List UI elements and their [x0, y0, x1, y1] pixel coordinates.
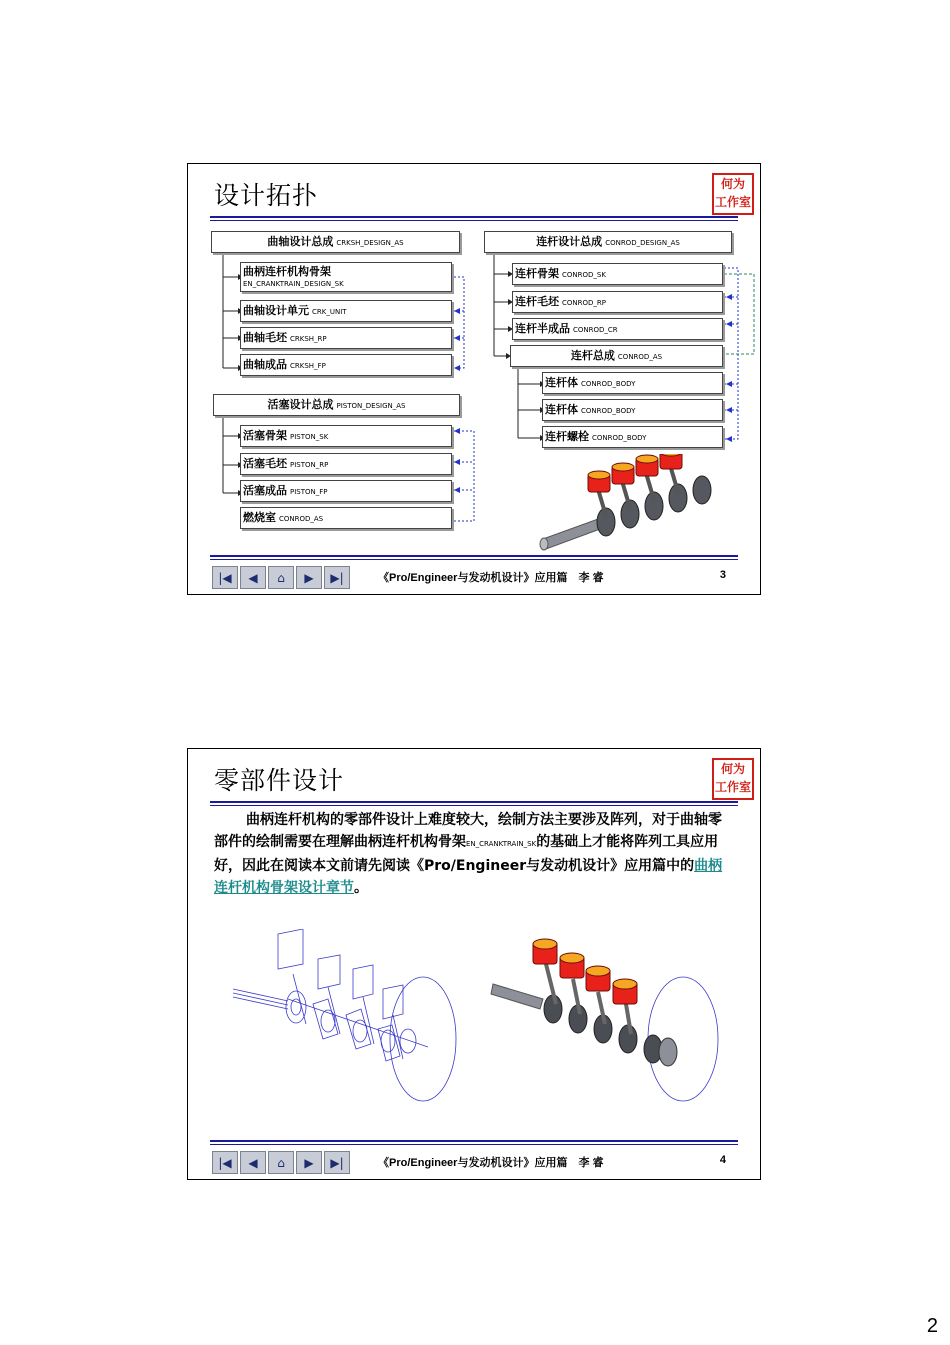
item-code: CONROD_SK — [562, 271, 606, 279]
crank-item-blank[interactable] — [240, 327, 452, 349]
item-name: 连杆体 — [545, 376, 578, 389]
item-code: PISTON_FP — [290, 488, 328, 496]
conrod-sub-item-bolt[interactable] — [542, 426, 723, 448]
conrod-item-blank[interactable] — [512, 291, 723, 313]
prev-icon[interactable]: ◀ — [240, 1151, 266, 1174]
item-name: 连杆螺栓 — [545, 430, 589, 443]
first-icon[interactable]: |◀ — [212, 1151, 238, 1174]
page-number: 4 — [719, 1154, 726, 1166]
slide-nav-bar — [212, 566, 350, 589]
para-code: EN_CRANKTRAIN_SK — [466, 840, 537, 848]
conrod-sub-item-body[interactable] — [542, 372, 723, 394]
header-code: CRKSH_DESIGN_AS — [336, 239, 404, 247]
item-name: 活塞毛坯 — [243, 457, 287, 470]
crank-design-assembly-header[interactable] — [211, 231, 460, 253]
conrod-sub-item-body-2[interactable] — [542, 399, 723, 421]
item-name: 连杆体 — [545, 403, 578, 416]
item-code: CONROD_BODY — [581, 407, 636, 415]
page-number: 3 — [719, 569, 726, 581]
piston-item-finished[interactable] — [240, 480, 452, 502]
para-text-1: 曲柄连杆机构的零部件设计上难度较大，绘制方法主要涉及阵列，对于曲轴零部件的绘制需要在理解曲柄连杆机构骨架 — [214, 812, 722, 850]
item-code: CONROD_RP — [562, 299, 606, 307]
header-name: 活塞设计总成 — [267, 398, 334, 411]
next-icon[interactable]: ▶ — [296, 566, 322, 589]
slide-title: 零部件设计 — [214, 766, 345, 795]
item-code: EN_CRANKTRAIN_DESIGN_SK — [243, 280, 344, 288]
crank-item-unit[interactable] — [240, 300, 452, 322]
header-code: PISTON_DESIGN_AS — [336, 402, 406, 410]
crank-item-skeleton[interactable] — [240, 262, 452, 292]
item-code: PISTON_RP — [290, 461, 329, 469]
item-name: 连杆半成品 — [515, 322, 570, 335]
conrod-assembly-header[interactable] — [510, 345, 723, 367]
item-name: 曲柄连杆机构骨架 — [243, 265, 331, 278]
next-icon[interactable]: ▶ — [296, 1151, 322, 1174]
header-name: 连杆总成 — [570, 349, 615, 362]
title-divider — [210, 801, 738, 806]
slide-nav-bar — [212, 1151, 350, 1174]
footer-credit: 《Pro/Engineer与发动机设计》应用篇 李 睿 — [378, 1157, 604, 1169]
stamp-line-top: 何为 — [720, 762, 745, 776]
item-name: 连杆毛坯 — [515, 295, 559, 308]
header-name: 曲轴设计总成 — [267, 235, 334, 248]
item-name: 连杆骨架 — [515, 267, 559, 280]
skeleton-chapter-link[interactable]: 曲柄连杆机构骨架设计章节 — [214, 858, 723, 896]
item-code: CRK_UNIT — [312, 308, 347, 316]
footer-credit: 《Pro/Engineer与发动机设计》应用篇 李 睿 — [378, 572, 604, 584]
item-name: 活塞骨架 — [243, 429, 287, 442]
slide-design-topology — [187, 163, 761, 595]
item-code: CONROD_BODY — [581, 380, 636, 388]
item-name: 燃烧室 — [243, 511, 276, 524]
crank-item-finished[interactable] — [240, 354, 452, 376]
home-icon[interactable]: ⌂ — [268, 566, 294, 589]
stamp-line-bottom: 工作室 — [714, 195, 751, 209]
intro-paragraph — [214, 809, 734, 899]
item-name: 活塞成品 — [243, 484, 287, 497]
piston-item-skeleton[interactable] — [240, 425, 452, 447]
item-code: PISTON_SK — [290, 433, 329, 441]
footer-divider — [210, 1140, 738, 1145]
header-code: CONROD_AS — [617, 353, 663, 361]
item-name: 曲轴成品 — [243, 358, 287, 371]
item-code: CONROD_BODY — [592, 434, 647, 442]
item-code: CRKSH_RP — [290, 335, 327, 343]
header-code: CONROD_DESIGN_AS — [605, 239, 680, 247]
studio-stamp-logo — [712, 758, 754, 800]
item-name: 曲轴设计单元 — [243, 304, 309, 317]
item-code: CRKSH_FP — [290, 362, 326, 370]
conrod-item-skeleton[interactable] — [512, 263, 723, 285]
stamp-line-top: 何为 — [720, 177, 745, 191]
conrod-design-assembly-header[interactable] — [484, 231, 732, 253]
prev-icon[interactable]: ◀ — [240, 566, 266, 589]
piston-item-blank[interactable] — [240, 453, 452, 475]
conrod-item-semi-finished[interactable] — [512, 318, 723, 340]
last-icon[interactable]: ▶| — [324, 1151, 350, 1174]
sheet-page-number: 2 — [926, 1315, 938, 1337]
footer-divider — [210, 555, 738, 560]
para-end: 。 — [354, 880, 368, 896]
item-name: 曲轴毛坯 — [243, 331, 287, 344]
crankshaft-assembly-image — [538, 454, 738, 554]
wireframe-skeleton-image — [228, 929, 468, 1104]
item-code: CONROD_CR — [573, 326, 618, 334]
slide-title: 设计拓扑 — [214, 181, 319, 210]
stamp-line-bottom: 工作室 — [714, 780, 751, 794]
item-code: CONROD_AS — [279, 515, 324, 523]
slide-part-design — [187, 748, 761, 1180]
home-icon[interactable]: ⌂ — [268, 1151, 294, 1174]
para-text-2: 的基础上才能将阵列工具应用好，因此在阅读本文前请先阅读《Pro/Engineer与发动机设计》应用篇中的 — [214, 834, 719, 874]
header-name: 连杆设计总成 — [536, 235, 603, 248]
first-icon[interactable]: |◀ — [212, 566, 238, 589]
crankshaft-render-image — [488, 934, 728, 1109]
piston-design-assembly-header[interactable] — [213, 394, 460, 416]
last-icon[interactable]: ▶| — [324, 566, 350, 589]
piston-item-combustion-chamber[interactable] — [240, 507, 452, 529]
